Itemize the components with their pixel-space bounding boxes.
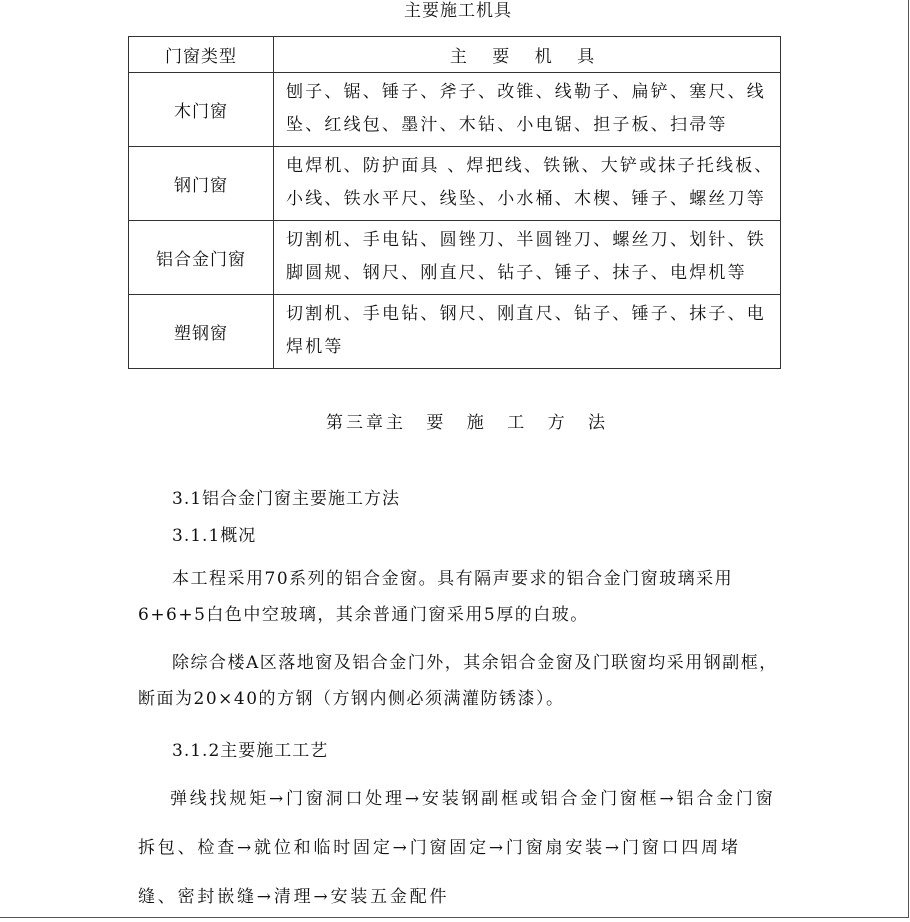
table-caption: 主要施工机具: [404, 1, 512, 21]
table-row: [129, 221, 781, 295]
table-header-row: [129, 37, 781, 73]
row-type-wood: 木门窗: [129, 73, 274, 147]
row-type-steel: 钢门窗: [129, 147, 274, 221]
chapter-heading: [0, 408, 910, 433]
tools-table: [128, 36, 781, 369]
overview-paragraph-1: [138, 561, 778, 633]
overview-paragraph-2: [138, 645, 778, 717]
process-flow-paragraph: [138, 775, 778, 922]
overview-text-1: 本工程采用70系列的铝合金窗。具有隔声要求的铝合金门窗玻璃采用6+6+5白色中空玻璃，其余普通门窗采用5厚的白玻。: [138, 569, 734, 625]
row-type-aluminum: 铝合金门窗: [129, 221, 274, 295]
row-tools-aluminum: 切割机、手电钻、圆锉刀、半圆锉刀、螺丝刀、划针、铁脚圆规、钢尺、刚直尺、钻子、锤子、抹子、电焊机等: [274, 221, 781, 295]
row-type-plastic-steel: 塑钢窗: [129, 295, 274, 369]
section-3-1-1-heading: 3.1.1概况: [172, 526, 257, 546]
table-row: [129, 73, 781, 147]
section-3-1-heading: 3.1铝合金门窗主要施工方法: [172, 489, 401, 509]
row-tools-steel: 电焊机、防护面具 、焊把线、铁锹、大铲或抹子托线板、小线、铁水平尺、线坠、小水桶、木楔、锤子、螺丝刀等: [274, 147, 781, 221]
chapter-title: 主 要 施 工 方 法: [385, 413, 615, 433]
process-flow-text: 弹线找规矩→门窗洞口处理→安装钢副框或铝合金门窗框→铝合金门窗拆包、检查→就位和临时固定→门窗固定→门窗扇安装→门窗口四周堵缝、密封嵌缝→清理→安装五金配件: [138, 789, 776, 907]
table-row: [129, 147, 781, 221]
header-door-window-type: 门窗类型: [129, 37, 274, 73]
table-row: [129, 295, 781, 369]
section-3-1-2-heading: 3.1.2主要施工工艺: [172, 741, 329, 761]
row-tools-plastic-steel: 切割机、手电钻、钢尺、刚直尺、钻子、锤子、抹子、电焊机等: [274, 295, 781, 369]
row-tools-wood: 刨子、锯、锤子、斧子、改锥、线勒子、扁铲、塞尺、线坠、红线包、墨汁、木钻、小电锯、担子板、扫帚等: [274, 73, 781, 147]
chapter-number: 第三章: [325, 413, 386, 433]
overview-text-2: 除综合楼A区落地窗及铝合金门外，其余铝合金窗及门联窗均采用钢副框，断面为20×40的方钢（方钢内侧必须满灌防锈漆）。: [138, 653, 778, 709]
header-main-tools: 主 要 机 具: [274, 37, 781, 73]
